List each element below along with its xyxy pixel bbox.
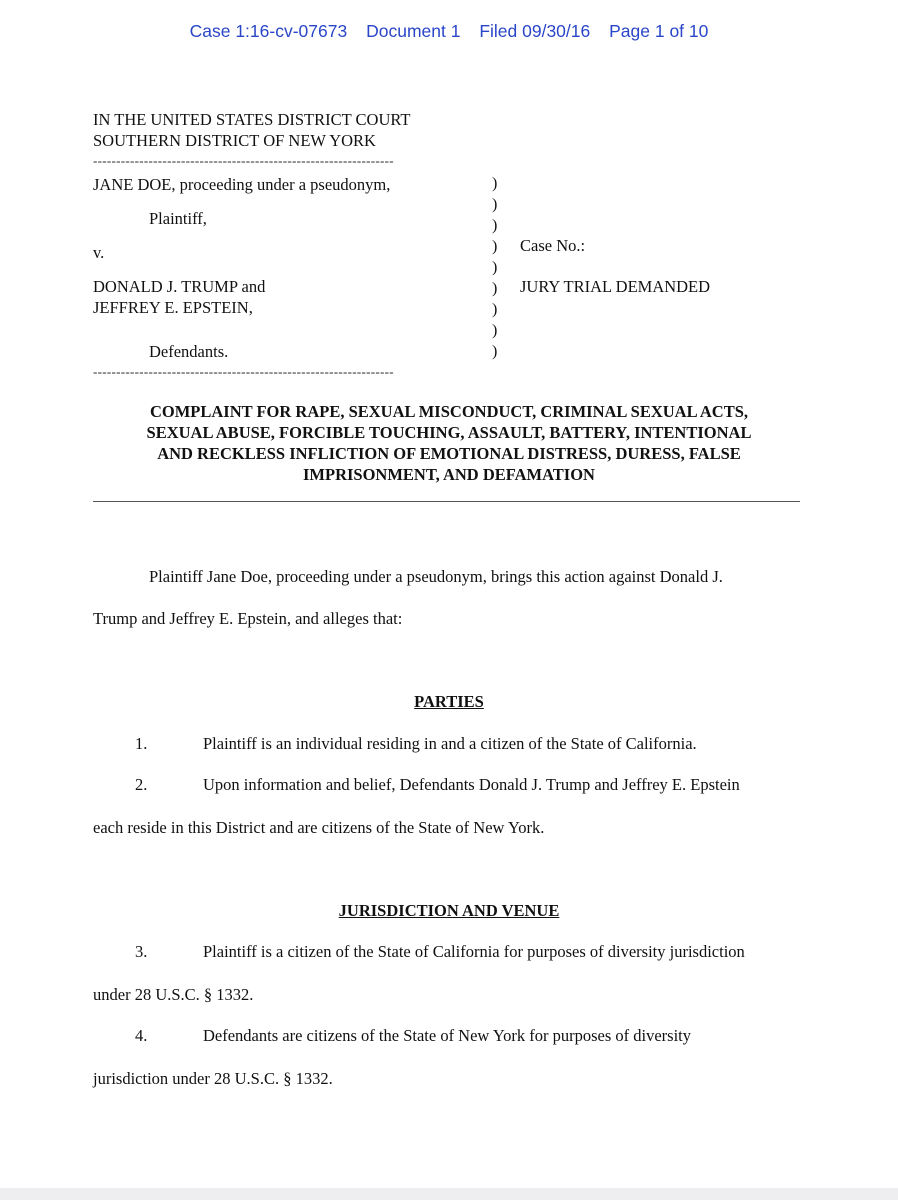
filing-header (0, 21, 898, 42)
caption-paren: ) (492, 238, 498, 255)
paragraph-2-text-cont: each reside in this District and are citizens of the State of New York. (93, 818, 545, 837)
caption-paren: ) (492, 196, 498, 213)
caption-paren: ) (492, 175, 498, 192)
jury-demand: JURY TRIAL DEMANDED (520, 277, 711, 296)
intro-line-1: Plaintiff Jane Doe, proceeding under a pseudonym, brings this action against Donald J. (149, 567, 723, 586)
plaintiff-name: JANE DOE, proceeding under a pseudonym, (93, 175, 391, 194)
document-number: Document 1 (366, 21, 461, 41)
paragraph-3-text: Plaintiff is a citizen of the State of California for purposes of diversity jurisdiction (203, 942, 745, 961)
complaint-title-line: IMPRISONMENT, AND DEFAMATION (303, 465, 595, 484)
defendant-name-2: JEFFREY E. EPSTEIN, (93, 298, 253, 317)
paragraph-1-text: Plaintiff is an individual residing in and a citizen of the State of California. (203, 734, 697, 753)
case-number: Case 1:16-cv-07673 (189, 21, 348, 41)
paragraph-2-text: Upon information and belief, Defendants Donald J. Trump and Jeffrey E. Epstein (203, 775, 740, 794)
defendant-role: Defendants. (149, 342, 229, 361)
court-name-line2: SOUTHERN DISTRICT OF NEW YORK (93, 131, 376, 150)
caption-paren: ) (492, 259, 498, 276)
case-number-field: Case No.: (520, 236, 586, 255)
paragraph-number: 1. (135, 734, 148, 753)
intro-line-2: Trump and Jeffrey E. Epstein, and alleges that: (93, 609, 403, 628)
section-heading-parties: PARTIES (414, 692, 484, 711)
caption-paren: ) (492, 280, 498, 297)
section-heading-jurisdiction: JURISDICTION AND VENUE (338, 901, 560, 920)
complaint-title (60, 401, 838, 485)
page-indicator: Page 1 of 10 (609, 21, 709, 41)
paragraph-number: 3. (135, 942, 148, 961)
caption-paren: ) (492, 217, 498, 234)
paragraph-3-text-cont: under 28 U.S.C. § 1332. (93, 985, 254, 1004)
complaint-title-line: AND RECKLESS INFLICTION OF EMOTIONAL DISTRESS, DURESS, FALSE (157, 444, 741, 463)
paragraph-4-text-cont: jurisdiction under 28 U.S.C. § 1332. (93, 1069, 333, 1088)
caption-paren: ) (492, 322, 498, 339)
filed-date: Filed 09/30/16 (479, 21, 591, 41)
complaint-title-line: SEXUAL ABUSE, FORCIBLE TOUCHING, ASSAULT, BATTERY, INTENTIONAL (146, 423, 752, 442)
defendant-name-1: DONALD J. TRUMP and (93, 277, 266, 296)
title-rule (93, 501, 800, 502)
caption-paren: ) (492, 301, 498, 318)
paragraph-4-text: Defendants are citizens of the State of New York for purposes of diversity (203, 1026, 691, 1045)
caption-divider-top: ----------------------------------------------------------------- (93, 153, 394, 168)
caption-divider-bottom: ----------------------------------------------------------------- (93, 364, 394, 379)
court-name-line1: IN THE UNITED STATES DISTRICT COURT (93, 110, 411, 129)
paragraph-number: 2. (135, 775, 148, 794)
caption-paren: ) (492, 343, 498, 360)
versus: v. (93, 243, 105, 262)
complaint-title-line: COMPLAINT FOR RAPE, SEXUAL MISCONDUCT, CRIMINAL SEXUAL ACTS, (149, 402, 749, 421)
paragraph-number: 4. (135, 1026, 148, 1045)
plaintiff-role: Plaintiff, (149, 209, 207, 228)
page-bottom-edge (0, 1188, 898, 1200)
